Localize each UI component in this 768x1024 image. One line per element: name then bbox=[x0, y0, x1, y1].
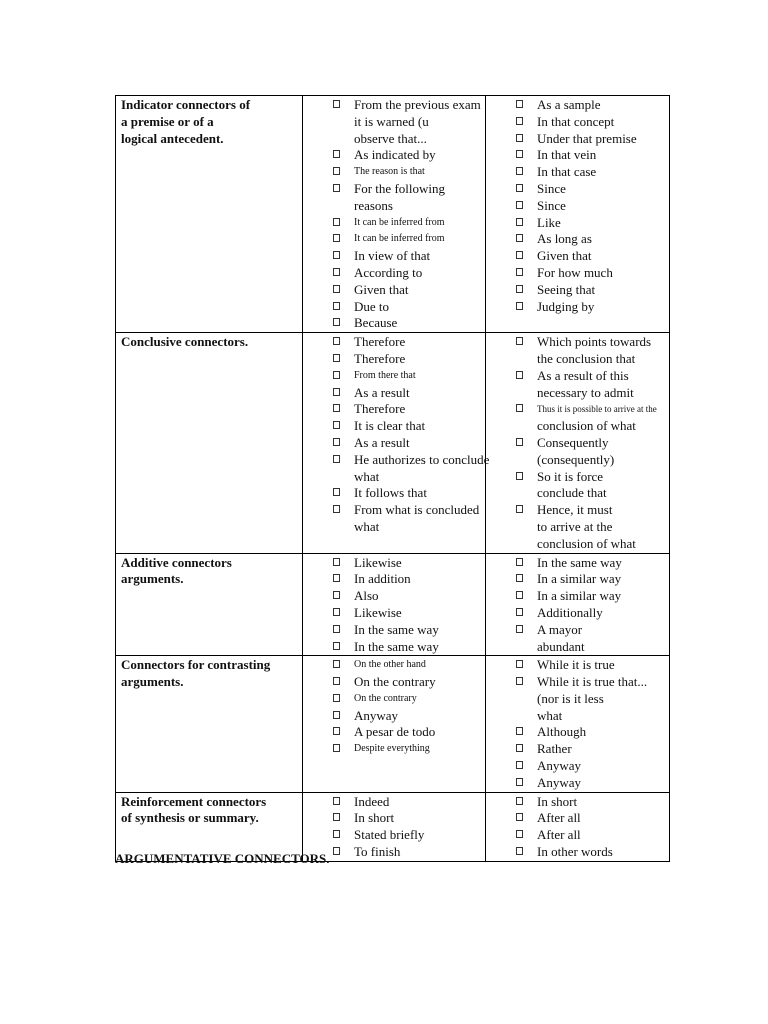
list-item bbox=[303, 418, 485, 435]
list-item-text: conclude that bbox=[537, 485, 607, 501]
list-item-text: what bbox=[537, 707, 563, 723]
list-item bbox=[303, 385, 485, 402]
list-item-text: Indeed bbox=[354, 793, 390, 809]
list-item-text: Therefore bbox=[354, 401, 406, 417]
checkbox-glyph-icon bbox=[516, 574, 523, 582]
list-item-text: After all bbox=[537, 827, 581, 843]
connectors-list-cell bbox=[486, 656, 670, 792]
connectors-list-cell bbox=[303, 553, 486, 656]
checkbox-glyph-icon bbox=[333, 438, 340, 446]
checkbox-glyph-icon bbox=[333, 337, 340, 345]
checkbox-glyph-icon bbox=[333, 318, 340, 326]
list-item bbox=[303, 147, 485, 164]
list-item bbox=[303, 588, 485, 605]
list-item bbox=[303, 810, 485, 827]
category-label: arguments. bbox=[121, 571, 184, 587]
checkbox-glyph-icon bbox=[516, 302, 523, 310]
connectors-list bbox=[486, 657, 669, 791]
list-item-text: Because bbox=[354, 315, 398, 331]
list-item-text: As a result bbox=[354, 434, 410, 450]
checkbox-glyph-icon bbox=[333, 354, 340, 362]
checkbox-glyph-icon bbox=[333, 677, 340, 685]
list-item bbox=[486, 775, 669, 792]
category-label: Connectors for contrasting bbox=[121, 657, 271, 673]
list-item-text: It can be inferred from bbox=[354, 233, 445, 245]
table-caption: ARGUMENTATIVE CONNECTORS. bbox=[115, 851, 330, 866]
checkbox-glyph-icon bbox=[516, 472, 523, 480]
checkbox-glyph-icon bbox=[516, 761, 523, 769]
checkbox-glyph-icon bbox=[516, 201, 523, 209]
list-item bbox=[303, 571, 485, 588]
checkbox-glyph-icon bbox=[516, 558, 523, 566]
list-item-text: Seeing that bbox=[537, 281, 596, 297]
connectors-list-cell bbox=[303, 792, 486, 861]
checkbox-glyph-icon bbox=[516, 625, 523, 633]
checkbox-glyph-icon bbox=[516, 438, 523, 446]
list-item-text: On the contrary bbox=[354, 692, 417, 704]
list-item-text: necessary to admit bbox=[537, 384, 634, 400]
list-item-text: it is warned (u bbox=[354, 113, 429, 129]
checkbox-glyph-icon bbox=[516, 727, 523, 735]
list-item-text: In that vein bbox=[537, 147, 597, 163]
list-item-text: Anyway bbox=[537, 774, 582, 790]
list-item-text: Despite everything bbox=[354, 743, 430, 755]
checkbox-glyph-icon bbox=[516, 677, 523, 685]
checkbox-glyph-icon bbox=[333, 371, 340, 379]
list-item-text: In the same way bbox=[354, 638, 439, 654]
checkbox-glyph-icon bbox=[333, 100, 340, 108]
table-row-additive bbox=[116, 553, 670, 656]
list-item bbox=[486, 215, 669, 232]
list-item bbox=[303, 827, 485, 844]
list-item-text: In the same way bbox=[354, 621, 439, 637]
list-item bbox=[486, 368, 669, 402]
checkbox-glyph-icon bbox=[516, 813, 523, 821]
list-item-text: On the other hand bbox=[354, 659, 426, 671]
list-item-text: A pesar de todo bbox=[354, 724, 436, 740]
list-item-text: to arrive at the bbox=[537, 518, 613, 534]
checkbox-glyph-icon bbox=[333, 455, 340, 463]
list-item-text: Given that bbox=[537, 248, 592, 264]
list-item-text: Although bbox=[537, 724, 587, 740]
list-item bbox=[303, 351, 485, 368]
category-label: Conclusive connectors. bbox=[121, 334, 249, 350]
checkbox-glyph-icon bbox=[516, 234, 523, 242]
list-item-text: Additionally bbox=[537, 604, 603, 620]
list-item bbox=[486, 605, 669, 622]
list-item-text: Stated briefly bbox=[354, 827, 425, 843]
list-item bbox=[486, 131, 669, 148]
list-item bbox=[486, 147, 669, 164]
list-item-text: In a similar way bbox=[537, 588, 622, 604]
checkbox-glyph-icon bbox=[333, 694, 340, 702]
list-item bbox=[486, 794, 669, 811]
list-item-text: Likewise bbox=[354, 604, 402, 620]
list-item-text: (nor is it less bbox=[537, 690, 604, 706]
list-item-text: In a similar way bbox=[537, 571, 622, 587]
checkbox-glyph-icon bbox=[333, 847, 340, 855]
checkbox-glyph-icon bbox=[333, 642, 340, 650]
list-item-text: While it is true that... bbox=[537, 674, 648, 690]
connectors-list bbox=[303, 555, 485, 656]
list-item-text: conclusion of what bbox=[537, 535, 636, 551]
list-item-text: In that concept bbox=[537, 113, 615, 129]
list-item bbox=[303, 282, 485, 299]
list-item-text: In the same way bbox=[537, 554, 622, 570]
list-item-text: Hence, it must bbox=[537, 502, 613, 518]
list-item bbox=[486, 265, 669, 282]
list-item bbox=[303, 502, 485, 536]
category-label: of synthesis or summary. bbox=[121, 810, 259, 826]
list-item bbox=[303, 231, 485, 248]
list-item bbox=[486, 741, 669, 758]
checkbox-glyph-icon bbox=[516, 797, 523, 805]
list-item-text: reasons bbox=[354, 197, 393, 213]
list-item-text: He authorizes to conclude bbox=[354, 451, 490, 467]
list-item-text: It can be inferred from bbox=[354, 216, 445, 228]
list-item bbox=[303, 622, 485, 639]
checkbox-glyph-icon bbox=[516, 337, 523, 345]
checkbox-glyph-icon bbox=[516, 167, 523, 175]
connectors-list bbox=[303, 657, 485, 758]
checkbox-glyph-icon bbox=[333, 574, 340, 582]
list-item-text: (consequently) bbox=[537, 451, 615, 467]
checkbox-glyph-icon bbox=[333, 505, 340, 513]
list-item bbox=[303, 724, 485, 741]
checkbox-glyph-icon bbox=[333, 268, 340, 276]
list-item bbox=[486, 674, 669, 724]
list-item-text: Therefore bbox=[354, 334, 406, 350]
list-item-text: Given that bbox=[354, 281, 409, 297]
checkbox-glyph-icon bbox=[516, 117, 523, 125]
list-item-text: It follows that bbox=[354, 485, 427, 501]
list-item bbox=[303, 708, 485, 725]
list-item bbox=[486, 164, 669, 181]
connectors-list-cell bbox=[486, 792, 670, 861]
list-item-text: As indicated by bbox=[354, 147, 436, 163]
category-cell bbox=[116, 553, 303, 656]
connectors-list bbox=[486, 334, 669, 552]
list-item-text: A mayor bbox=[537, 621, 583, 637]
list-item bbox=[486, 502, 669, 552]
connectors-table-body bbox=[116, 96, 670, 862]
checkbox-glyph-icon bbox=[333, 167, 340, 175]
checkbox-glyph-icon bbox=[333, 488, 340, 496]
list-item-text: To finish bbox=[354, 844, 401, 860]
list-item-text: As long as bbox=[537, 231, 592, 247]
list-item bbox=[486, 97, 669, 114]
connectors-list-cell bbox=[303, 96, 486, 333]
list-item-text: In addition bbox=[354, 571, 411, 587]
connectors-list bbox=[486, 794, 669, 861]
checkbox-glyph-icon bbox=[333, 184, 340, 192]
table-row-indicator bbox=[116, 96, 670, 333]
list-item-text: Since bbox=[537, 180, 566, 196]
list-item bbox=[486, 469, 669, 503]
checkbox-glyph-icon bbox=[333, 797, 340, 805]
list-item-text: For how much bbox=[537, 264, 613, 280]
checkbox-glyph-icon bbox=[516, 218, 523, 226]
list-item bbox=[303, 794, 485, 811]
list-item bbox=[486, 114, 669, 131]
checkbox-glyph-icon bbox=[516, 251, 523, 259]
category-label: Additive connectors bbox=[121, 554, 232, 570]
category-label: a premise or of a bbox=[121, 113, 214, 129]
connectors-list-cell bbox=[486, 96, 670, 333]
checkbox-glyph-icon bbox=[333, 711, 340, 719]
checkbox-glyph-icon bbox=[333, 625, 340, 633]
connectors-list-cell bbox=[486, 333, 670, 553]
category-cell bbox=[116, 333, 303, 553]
list-item-text: Judging by bbox=[537, 298, 595, 314]
checkbox-glyph-icon bbox=[516, 184, 523, 192]
list-item bbox=[486, 334, 669, 368]
list-item bbox=[303, 674, 485, 691]
list-item-text: In other words bbox=[537, 844, 613, 860]
list-item-text: Likewise bbox=[354, 554, 402, 570]
checkbox-glyph-icon bbox=[516, 134, 523, 142]
list-item bbox=[486, 827, 669, 844]
list-item-text: Consequently bbox=[537, 434, 609, 450]
category-label: Indicator connectors of bbox=[121, 97, 251, 112]
connectors-list-cell bbox=[486, 553, 670, 656]
checkbox-glyph-icon bbox=[333, 388, 340, 396]
list-item bbox=[486, 401, 669, 435]
list-item-text: After all bbox=[537, 810, 581, 826]
list-item-text: observe that... bbox=[354, 130, 427, 146]
list-item bbox=[486, 588, 669, 605]
list-item-text: Rather bbox=[537, 741, 572, 757]
list-item bbox=[303, 741, 485, 758]
list-item-text: Also bbox=[354, 588, 379, 604]
checkbox-glyph-icon bbox=[333, 727, 340, 735]
list-item-text: According to bbox=[354, 264, 423, 280]
list-item bbox=[303, 265, 485, 282]
list-item-text: Therefore bbox=[354, 350, 406, 366]
checkbox-glyph-icon bbox=[333, 608, 340, 616]
checkbox-glyph-icon bbox=[333, 591, 340, 599]
list-item bbox=[303, 334, 485, 351]
list-item-text: what bbox=[354, 468, 380, 484]
checkbox-glyph-icon bbox=[516, 744, 523, 752]
checkbox-glyph-icon bbox=[333, 302, 340, 310]
list-item-text: Thus it is possible to arrive at the bbox=[537, 404, 657, 415]
list-item bbox=[303, 605, 485, 622]
checkbox-glyph-icon bbox=[333, 218, 340, 226]
checkbox-glyph-icon bbox=[333, 558, 340, 566]
connectors-list bbox=[486, 555, 669, 656]
connectors-list-cell bbox=[303, 333, 490, 553]
list-item-text: Anyway bbox=[354, 707, 399, 723]
table-row-conclusive bbox=[116, 333, 670, 553]
checkbox-glyph-icon bbox=[516, 268, 523, 276]
checkbox-glyph-icon bbox=[516, 150, 523, 158]
list-item bbox=[303, 215, 485, 232]
category-cell bbox=[116, 656, 303, 792]
list-item-text: So it is force bbox=[537, 468, 604, 484]
checkbox-glyph-icon bbox=[333, 744, 340, 752]
connectors-list-cell bbox=[303, 656, 486, 792]
list-item bbox=[303, 844, 485, 861]
checkbox-glyph-icon bbox=[333, 404, 340, 412]
checkbox-glyph-icon bbox=[516, 404, 523, 412]
list-item-text: For the following bbox=[354, 180, 445, 196]
list-item-text: While it is true bbox=[537, 657, 615, 673]
list-item bbox=[303, 315, 485, 332]
list-item-text: In short bbox=[354, 810, 395, 826]
list-item-text: On the contrary bbox=[354, 674, 436, 690]
list-item-text: Due to bbox=[354, 298, 390, 314]
list-item bbox=[486, 248, 669, 265]
connectors-list bbox=[303, 97, 485, 332]
list-item bbox=[303, 657, 485, 674]
list-item-text: From the previous exam bbox=[354, 97, 481, 112]
connectors-list bbox=[303, 794, 485, 861]
list-item-text: From what is concluded bbox=[354, 502, 480, 518]
list-item bbox=[486, 622, 669, 656]
list-item-text: abundant bbox=[537, 638, 585, 654]
checkbox-glyph-icon bbox=[516, 830, 523, 838]
checkbox-glyph-icon bbox=[516, 660, 523, 668]
list-item bbox=[303, 97, 485, 147]
list-item bbox=[486, 810, 669, 827]
list-item bbox=[486, 758, 669, 775]
list-item bbox=[303, 555, 485, 572]
checkbox-glyph-icon bbox=[333, 251, 340, 259]
list-item bbox=[303, 485, 485, 502]
list-item bbox=[486, 282, 669, 299]
list-item-text: As a sample bbox=[537, 97, 601, 112]
list-item-text: what bbox=[354, 518, 380, 534]
checkbox-glyph-icon bbox=[333, 234, 340, 242]
checkbox-glyph-icon bbox=[516, 608, 523, 616]
category-label: Reinforcement connectors bbox=[121, 793, 267, 809]
list-item-text: As a result of this bbox=[537, 367, 629, 383]
list-item bbox=[486, 844, 669, 861]
checkbox-glyph-icon bbox=[516, 591, 523, 599]
checkbox-glyph-icon bbox=[516, 505, 523, 513]
list-item bbox=[303, 451, 490, 486]
list-item-text: In short bbox=[537, 793, 578, 809]
list-item bbox=[303, 639, 485, 656]
list-item bbox=[303, 368, 485, 385]
list-item bbox=[303, 435, 485, 452]
connectors-table bbox=[115, 95, 670, 862]
list-item bbox=[303, 181, 485, 215]
list-item-text: In that case bbox=[537, 164, 597, 180]
list-item bbox=[486, 435, 669, 469]
list-item-text: Anyway bbox=[537, 758, 582, 774]
list-item bbox=[303, 248, 485, 265]
list-item-text: conclusion of what bbox=[537, 418, 636, 434]
list-item-text: Under that premise bbox=[537, 130, 637, 146]
checkbox-glyph-icon bbox=[333, 150, 340, 158]
list-item-text: In view of that bbox=[354, 248, 431, 264]
category-cell bbox=[116, 96, 303, 333]
list-item-text: The reason is that bbox=[354, 166, 425, 178]
list-item-text: Which points towards bbox=[537, 334, 652, 350]
checkbox-glyph-icon bbox=[333, 285, 340, 293]
checkbox-glyph-icon bbox=[333, 813, 340, 821]
list-item-text: As a result bbox=[354, 384, 410, 400]
checkbox-glyph-icon bbox=[516, 100, 523, 108]
checkbox-glyph-icon bbox=[516, 778, 523, 786]
connectors-list bbox=[486, 97, 669, 315]
list-item-text: the conclusion that bbox=[537, 350, 636, 366]
table-row-contrasting bbox=[116, 656, 670, 792]
list-item bbox=[486, 231, 669, 248]
list-item bbox=[486, 555, 669, 572]
list-item bbox=[303, 299, 485, 316]
list-item-text: Since bbox=[537, 197, 566, 213]
checkbox-glyph-icon bbox=[516, 371, 523, 379]
checkbox-glyph-icon bbox=[333, 421, 340, 429]
list-item bbox=[486, 571, 669, 588]
list-item-text: From there that bbox=[354, 369, 416, 381]
list-item-text: Like bbox=[537, 214, 561, 230]
category-label: arguments. bbox=[121, 674, 184, 690]
connectors-list bbox=[303, 334, 490, 536]
list-item bbox=[486, 181, 669, 198]
list-item bbox=[303, 691, 485, 708]
list-item bbox=[303, 164, 485, 181]
list-item bbox=[486, 724, 669, 741]
checkbox-glyph-icon bbox=[516, 847, 523, 855]
list-item-text: It is clear that bbox=[354, 418, 426, 434]
list-item bbox=[486, 657, 669, 674]
checkbox-glyph-icon bbox=[333, 660, 340, 668]
checkbox-glyph-icon bbox=[333, 830, 340, 838]
list-item bbox=[486, 198, 669, 215]
category-label: logical antecedent. bbox=[121, 130, 224, 146]
checkbox-glyph-icon bbox=[516, 285, 523, 293]
list-item bbox=[303, 401, 485, 418]
list-item bbox=[486, 299, 669, 316]
